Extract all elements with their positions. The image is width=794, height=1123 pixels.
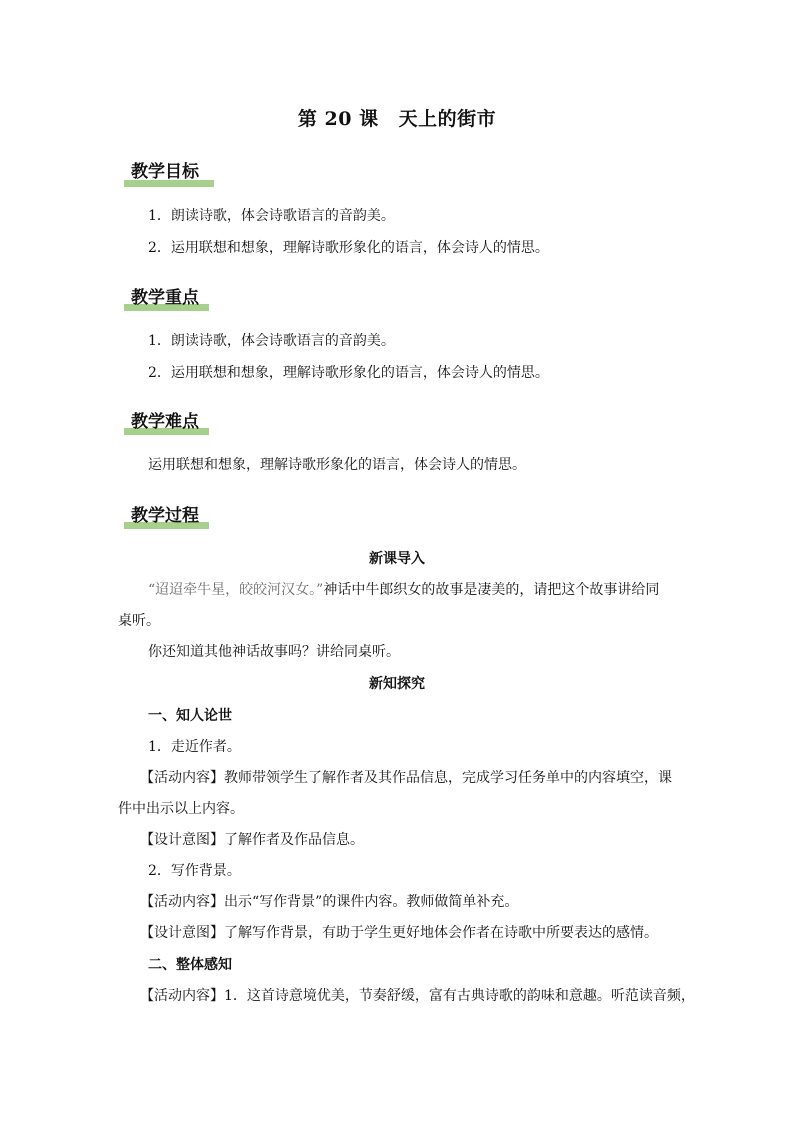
activity1-text: 教师带领学生了解作者及其作品信息，完成学习任务单中的内容填空，课 bbox=[224, 770, 672, 786]
design1-text: 了解作者及作品信息。 bbox=[224, 832, 364, 848]
activity1-tag: 【活动内容】 bbox=[140, 770, 224, 786]
lesson-number: 第 20 课 bbox=[297, 108, 379, 130]
difficulties-text: 运用联想和想象，理解诗歌形象化的语言，体会诗人的情思。 bbox=[148, 457, 526, 473]
page-title bbox=[0, 104, 794, 131]
lesson-name: 天上的街市 bbox=[398, 108, 497, 130]
objectives-item-2: 2．运用联想和想象，理解诗歌形象化的语言，体会诗人的情思。 bbox=[148, 240, 549, 256]
intro-paragraph-line1-cont: 桌听。 bbox=[118, 613, 160, 629]
activity1-line bbox=[140, 768, 672, 788]
design2-line bbox=[140, 923, 658, 943]
activity1-cont: 件中出示以上内容。 bbox=[118, 801, 244, 817]
design1-line bbox=[140, 830, 364, 850]
step1-text: 1．走近作者。 bbox=[148, 739, 241, 755]
activity2-line bbox=[140, 892, 518, 912]
key-points-item-2: 2．运用联想和想象，理解诗歌形象化的语言，体会诗人的情思。 bbox=[148, 365, 549, 381]
activity3-tag: 【活动内容】 bbox=[140, 988, 224, 1004]
explore-section-title: 新知探究 bbox=[369, 676, 425, 692]
activity2-text: 出示“写作背景”的课件内容。教师做简单补充。 bbox=[224, 894, 519, 910]
intro-text: 神话中牛郎织女的故事是凄美的，请把这个故事讲给同 bbox=[323, 582, 660, 598]
objectives-heading: 教学目标 bbox=[131, 162, 199, 182]
process-heading: 教学过程 bbox=[131, 506, 199, 526]
intro-quote: “迢迢牵牛星，皎皎河汉女。” bbox=[148, 582, 324, 598]
design2-text: 了解写作背景，有助于学生更好地体会作者在诗歌中所要表达的感情。 bbox=[224, 925, 658, 941]
activity2-tag: 【活动内容】 bbox=[140, 894, 224, 910]
design1-tag: 【设计意图】 bbox=[140, 832, 224, 848]
key-points-item-1: 1．朗读诗歌，体会诗歌语言的音韵美。 bbox=[148, 333, 395, 349]
difficulties-heading: 教学难点 bbox=[131, 412, 199, 432]
activity3-line bbox=[140, 986, 695, 1006]
objectives-item-1: 1．朗读诗歌，体会诗歌语言的音韵美。 bbox=[148, 208, 395, 224]
step2-text: 2．写作背景。 bbox=[148, 863, 241, 879]
intro-paragraph-line2: 你还知道其他神话故事吗？讲给同桌听。 bbox=[148, 644, 400, 660]
part2-heading: 二、整体感知 bbox=[148, 957, 232, 973]
part1-heading: 一、知人论世 bbox=[148, 708, 232, 724]
design2-tag: 【设计意图】 bbox=[140, 925, 224, 941]
activity3-text: 1．这首诗意境优美，节奏舒缓，富有古典诗歌的韵味和意趣。听范读音频， bbox=[224, 988, 695, 1004]
intro-section-title: 新课导入 bbox=[369, 551, 425, 567]
intro-paragraph-line1 bbox=[148, 580, 659, 600]
key-points-heading: 教学重点 bbox=[131, 288, 199, 308]
